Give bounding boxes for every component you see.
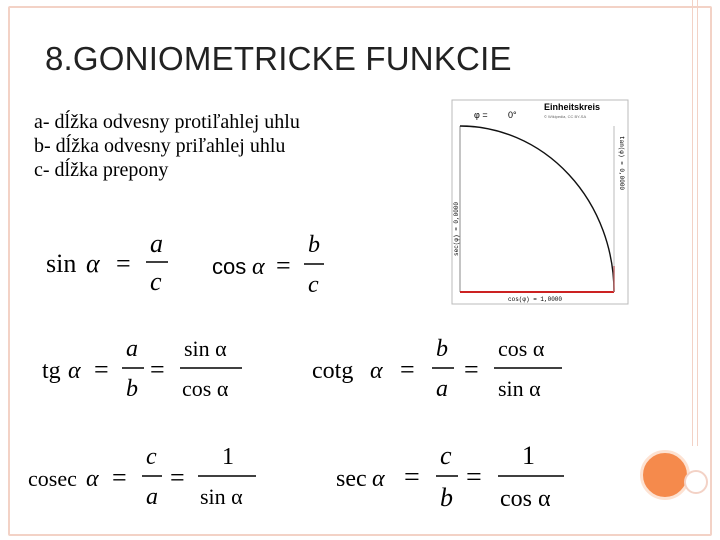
sin-func: sin [46,249,77,278]
formula-sin [46,228,186,300]
formula-cos [212,230,342,302]
tg-func: tg [42,358,61,384]
decorative-small-circle [684,470,708,494]
definition-a: a- dĺžka odvesny protiľahlej uhlu [34,111,300,133]
cosec-var: α [86,466,99,492]
cos-var: α [252,254,265,280]
definition-b: b- dĺžka odvesny priľahlej uhlu [34,135,286,157]
sec-value-label: sec(φ) = 0,0000 [453,201,460,256]
phi-label: φ = [474,110,488,120]
formula-cosec [28,442,268,516]
tg-denominator1: b [126,376,138,402]
definition-c: c- dĺžka prepony [34,159,169,181]
tg-equals: = [94,355,109,384]
decorative-vertical-line [692,0,698,446]
cosec-denominator2: sin α [200,484,243,509]
cosec-numerator1: c [146,444,157,470]
tg-numerator1: a [126,336,138,362]
sec-numerator1: c [440,441,452,470]
sec-denominator1: b [440,483,453,512]
tan-value-label: tan(φ) = 0,0000 [618,136,625,191]
sec-numerator2: 1 [522,441,535,470]
sec-denominator2: cos α [500,486,551,512]
decorative-orange-circle [640,450,690,500]
formula-sec [336,440,576,516]
cos-value-label: cos(φ) = 1,0000 [508,296,563,303]
sin-equals: = [116,249,131,278]
sin-var: α [86,249,100,278]
cos-func: cos [212,254,247,279]
tg-denominator2: cos α [182,376,229,401]
formula-cotg [312,334,572,408]
cosec-denominator1: a [146,484,158,510]
figure-heading: Einheitskreis [544,102,601,112]
unit-circle-svg [446,96,634,308]
tg-equals2: = [150,355,165,384]
sin-denominator: c [150,267,162,296]
cotg-denominator2: sin α [498,376,541,401]
cos-denominator: c [308,272,319,298]
cos-numerator: b [308,232,320,258]
cosec-equals2: = [170,463,185,492]
slide-title: 8.GONIOMETRICKE FUNKCIE [45,40,512,77]
sec-equals: = [404,462,420,493]
sec-var: α [372,466,385,492]
tg-numerator2: sin α [184,336,227,361]
phi-value: 0° [508,110,517,120]
cos-equals: = [276,251,291,280]
cosec-func: cosec [28,466,77,491]
cotg-numerator2: cos α [498,336,545,361]
definitions-list [34,110,300,182]
tg-var: α [68,358,81,384]
unit-circle-figure [446,96,634,308]
sec-func: sec [336,466,367,492]
cosec-numerator2: 1 [222,444,234,470]
cosec-equals: = [112,463,127,492]
cotg-denominator1: a [436,376,448,402]
cotg-numerator1: b [436,336,448,362]
cotg-equals: = [400,355,415,384]
cotg-var: α [370,358,383,384]
formula-tg [42,334,252,408]
sec-equals2: = [466,462,482,493]
cotg-func: cotg [312,358,354,384]
figure-subheading: © Wikipedia, CC BY-SA [544,114,587,119]
cotg-equals2: = [464,355,479,384]
sin-numerator: a [150,229,163,258]
